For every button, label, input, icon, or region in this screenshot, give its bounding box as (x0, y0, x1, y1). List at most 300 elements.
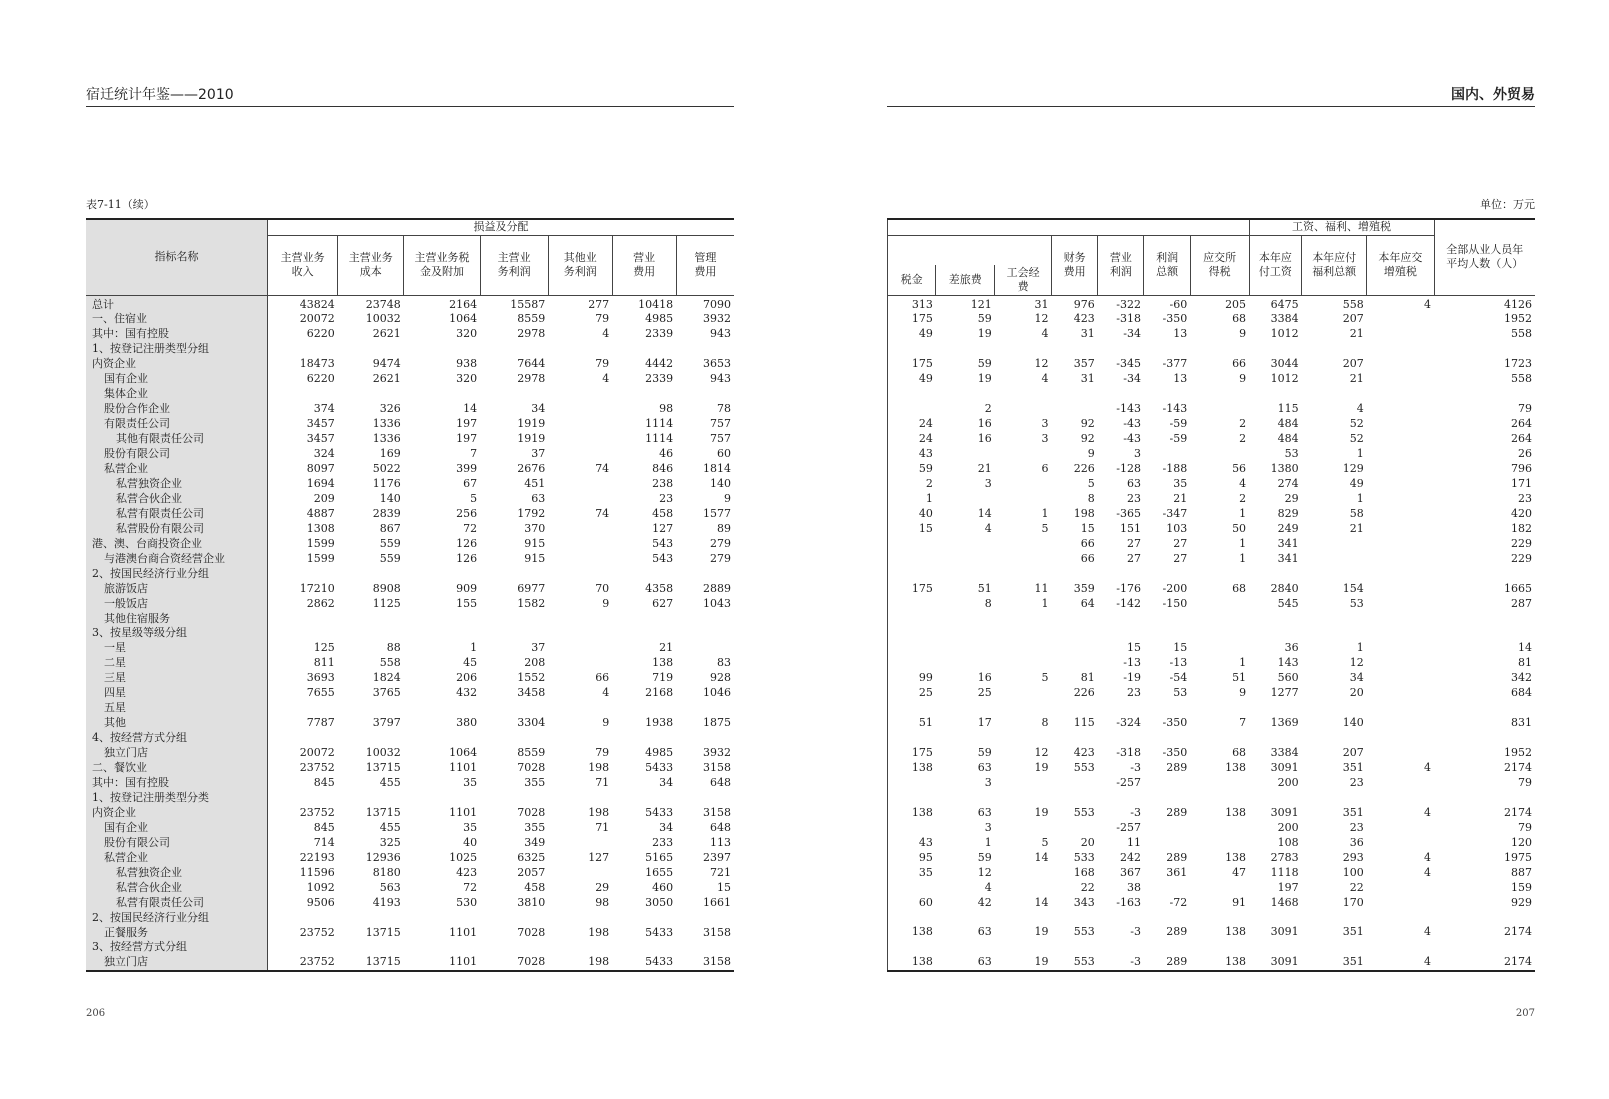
table-row (86, 940, 734, 955)
table-cell: 341 (1277, 551, 1299, 565)
table-cell (612, 731, 676, 746)
table-cell: 2783 (1270, 850, 1299, 864)
table-cell: 66 (1080, 551, 1095, 565)
table-cell: 138 (652, 656, 674, 670)
table-cell: 460 (652, 880, 674, 894)
table-cell: -3 (1130, 925, 1141, 939)
table-cell (995, 567, 1052, 582)
table-cell: 279 (710, 551, 731, 565)
table-row (888, 746, 1536, 761)
table-cell (936, 537, 995, 552)
table-row (86, 492, 734, 507)
table-cell: 2174 (1504, 805, 1532, 819)
right-blank-subgroup-header (888, 235, 1052, 265)
row-label: 三星 (86, 671, 268, 686)
table-cell: 3765 (372, 686, 401, 700)
table-row (888, 776, 1536, 791)
table-cell: 3158 (703, 925, 731, 939)
table-cell: 2862 (306, 596, 335, 610)
table-cell (1190, 387, 1249, 402)
table-cell (1367, 701, 1434, 716)
table-cell: 4442 (645, 357, 674, 371)
table-row (888, 357, 1536, 372)
table-cell (1302, 626, 1367, 641)
table-cell (1367, 312, 1434, 327)
table-cell: 21 (1173, 491, 1188, 505)
table-cell: 423 (1073, 312, 1095, 326)
table-row (888, 327, 1536, 342)
table-cell: 125 (313, 641, 335, 655)
table-cell (1367, 372, 1434, 387)
table-cell: 151 (1119, 521, 1141, 535)
table-cell (888, 821, 936, 836)
table-cell: 1 (1239, 656, 1247, 670)
unit-label: 单位：万元 (1480, 198, 1535, 211)
table-cell: -54 (1169, 671, 1188, 685)
table-cell: 11 (1126, 835, 1141, 849)
table-cell (548, 552, 612, 567)
table-cell: 38 (1126, 880, 1141, 894)
table-cell (995, 537, 1052, 552)
table-cell (404, 701, 480, 716)
table-row (86, 791, 734, 806)
table-cell: 829 (1277, 506, 1299, 520)
table-cell (995, 447, 1052, 462)
table-cell: 29 (595, 880, 610, 894)
table-cell (548, 522, 612, 537)
table-cell: 3091 (1270, 925, 1299, 939)
table-cell (888, 910, 936, 925)
table-row (888, 477, 1536, 492)
table-row (86, 597, 734, 612)
table-cell: 36 (1284, 641, 1299, 655)
table-cell: 274 (1277, 476, 1299, 490)
table-cell: 71 (595, 820, 610, 834)
table-cell: 5433 (645, 761, 674, 775)
row-label: 其中：国有控股 (86, 327, 268, 342)
table-cell: 7090 (703, 297, 731, 311)
row-label: 私营合伙企业 (86, 492, 268, 507)
table-cell: 19 (977, 327, 992, 341)
table-cell (1302, 791, 1367, 806)
table-cell (268, 791, 338, 806)
table-cell (936, 342, 995, 357)
table-cell: 342 (1511, 671, 1532, 685)
table-cell (268, 387, 338, 402)
table-cell (995, 402, 1052, 417)
table-cell: 484 (1277, 432, 1299, 446)
table-row (888, 701, 1536, 716)
table-cell (1434, 731, 1535, 746)
table-cell (888, 731, 936, 746)
row-label: 私营独资企业 (86, 866, 268, 881)
table-cell: 1665 (1504, 581, 1532, 595)
table-cell: 23752 (299, 925, 335, 939)
table-cell: 16 (977, 671, 992, 685)
table-cell (676, 567, 734, 582)
table-cell: 3158 (676, 955, 734, 971)
table-cell: -350 (1162, 312, 1188, 326)
table-cell: 23 (1126, 686, 1141, 700)
table-cell (995, 701, 1052, 716)
table-cell: -322 (1116, 297, 1141, 311)
table-cell (995, 910, 1052, 925)
right-column-header: 财务 费用 (1051, 235, 1097, 295)
table-cell: 63 (977, 760, 992, 774)
table-cell: 867 (379, 521, 401, 535)
table-cell (612, 612, 676, 627)
table-cell: 56 (1232, 461, 1247, 475)
table-cell: 6220 (306, 372, 335, 386)
table-cell (1098, 940, 1144, 955)
left-column-header: 其他业 务利润 (548, 235, 612, 295)
table-cell: 14 (463, 402, 478, 416)
table-row (86, 522, 734, 537)
table-cell: 1952 (1504, 745, 1532, 759)
table-cell: 79 (1518, 820, 1532, 834)
table-row (888, 507, 1536, 522)
table-cell: 3044 (1270, 357, 1299, 371)
table-cell: 3653 (703, 357, 731, 371)
table-cell: 8559 (517, 746, 546, 760)
left-column-header: 营业 费用 (612, 235, 676, 295)
table-cell (936, 656, 995, 671)
table-cell (268, 940, 338, 955)
table-cell: 3458 (517, 686, 546, 700)
table-cell (1302, 731, 1367, 746)
table-cell: 15 (717, 880, 731, 894)
table-cell: 1101 (449, 925, 478, 939)
table-cell: 13715 (365, 805, 401, 819)
table-cell: 9 (1239, 327, 1247, 341)
table-cell: 23 (1349, 775, 1364, 789)
table-cell: 3158 (703, 761, 731, 775)
table-cell: 140 (710, 476, 731, 490)
table-cell: 15 (1080, 521, 1095, 535)
right-column-header: 营业 利润 (1098, 235, 1144, 295)
table-row (86, 641, 734, 656)
table-cell: 1092 (306, 880, 335, 894)
table-cell: 249 (1277, 521, 1299, 535)
table-cell: 757 (710, 432, 731, 446)
table-cell: 51 (1232, 671, 1247, 685)
table-cell: 95 (888, 851, 936, 866)
table-cell: 155 (456, 596, 478, 610)
table-cell: 1599 (306, 551, 335, 565)
table-cell (1302, 537, 1367, 552)
table-cell (888, 597, 936, 612)
table-cell: 229 (1511, 551, 1532, 565)
table-cell (548, 387, 612, 402)
table-cell: 6475 (1270, 297, 1299, 311)
table-cell: 277 (588, 297, 610, 311)
table-row (888, 716, 1536, 731)
table-row (888, 881, 1536, 896)
table-cell (1367, 896, 1434, 911)
table-cell: 18473 (299, 357, 335, 371)
row-label: 其中：国有控股 (86, 776, 268, 791)
table-cell: 1118 (1270, 865, 1299, 879)
table-cell: 23 (1349, 820, 1364, 834)
table-cell (338, 701, 404, 716)
table-cell: 197 (456, 432, 478, 446)
row-label: 2、按国民经济行业分组 (86, 567, 268, 582)
table-cell: 324 (313, 447, 335, 461)
table-row (86, 552, 734, 567)
table-cell (1098, 611, 1144, 626)
table-cell: 1046 (703, 686, 731, 700)
table-row (888, 537, 1536, 552)
table-cell (1144, 791, 1190, 806)
table-cell: 349 (524, 835, 546, 849)
table-cell: 6 (1041, 461, 1049, 475)
table-cell: -345 (1116, 357, 1141, 371)
table-cell: 558 (1511, 372, 1532, 386)
table-cell: -143 (1162, 402, 1188, 416)
table-cell (995, 866, 1052, 881)
table-cell: 27 (1126, 551, 1141, 565)
table-cell: 31 (1080, 327, 1095, 341)
table-cell: 1043 (703, 596, 731, 610)
table-cell: 27 (1126, 536, 1141, 550)
table-cell (1144, 387, 1190, 402)
row-label: 独立门店 (86, 955, 268, 971)
table-cell: 16 (977, 417, 992, 431)
table-cell (1190, 910, 1249, 925)
table-cell: 22 (1080, 880, 1095, 894)
table-row (888, 836, 1536, 851)
table-cell: 25 (977, 686, 992, 700)
table-cell (1302, 387, 1367, 402)
table-row (888, 806, 1536, 821)
table-cell (338, 626, 404, 641)
table-cell: -60 (1169, 297, 1188, 311)
table-cell: 4193 (372, 895, 401, 909)
table-cell (1367, 746, 1434, 761)
table-row (86, 402, 734, 417)
table-cell: 34 (659, 820, 674, 834)
table-cell (1249, 701, 1302, 716)
table-cell (888, 552, 936, 567)
table-cell (1190, 791, 1249, 806)
table-cell: 19 (1034, 760, 1049, 774)
table-cell: 1952 (1504, 312, 1532, 326)
table-cell: 52 (1349, 432, 1364, 446)
table-cell: 63 (977, 805, 992, 819)
table-cell (548, 791, 612, 806)
table-cell: 2168 (645, 686, 674, 700)
table-cell (676, 911, 734, 926)
table-cell: 7028 (517, 805, 546, 819)
row-label: 3、按星级等级分组 (86, 626, 268, 641)
table-cell: 909 (456, 581, 478, 595)
table-row (86, 716, 734, 731)
table-cell: 8097 (306, 461, 335, 475)
row-label: 股份有限公司 (86, 836, 268, 851)
table-cell (1051, 342, 1097, 357)
table-cell (995, 552, 1052, 567)
table-cell (480, 731, 548, 746)
table-cell (612, 626, 676, 641)
table-cell: 648 (710, 776, 731, 789)
table-cell: 1 (1239, 536, 1247, 550)
table-cell: 3693 (306, 671, 335, 685)
row-label: 内资企业 (86, 806, 268, 821)
table-cell (1434, 387, 1535, 402)
table-cell (1190, 701, 1249, 716)
table-cell: 1 (1356, 641, 1364, 655)
table-cell: 2889 (703, 581, 731, 595)
table-cell (1144, 447, 1190, 462)
table-row (888, 582, 1536, 597)
table-cell: 811 (313, 656, 335, 670)
table-cell (676, 342, 734, 357)
table-cell: -34 (1123, 372, 1141, 386)
table-cell (1367, 492, 1434, 507)
table-cell: 23 (1126, 491, 1141, 505)
row-label: 四星 (86, 686, 268, 701)
table-row (888, 597, 1536, 612)
table-cell: 943 (710, 327, 731, 341)
table-row (888, 791, 1536, 806)
row-label: 3、按经营方式分组 (86, 940, 268, 955)
table-cell: 3 (984, 820, 992, 834)
table-row (888, 686, 1536, 701)
table-cell (1367, 432, 1434, 447)
table-cell: 207 (1342, 312, 1364, 326)
table-cell: 21 (659, 641, 674, 655)
table-cell (1367, 552, 1434, 567)
table-cell: 64 (1080, 596, 1095, 610)
table-cell: 4 (602, 686, 610, 700)
table-cell (1367, 731, 1434, 746)
table-cell: 4 (1424, 805, 1432, 819)
table-cell (936, 611, 995, 626)
table-cell (995, 881, 1052, 896)
table-cell: -318 (1116, 312, 1141, 326)
table-cell (1144, 342, 1190, 357)
table-cell: 719 (652, 671, 674, 685)
table-cell (888, 342, 936, 357)
right-column-header: 本年应 付工资 (1249, 235, 1302, 295)
table-cell: 20 (1349, 686, 1364, 700)
table-cell: 10032 (365, 312, 401, 326)
table-cell: 19 (977, 372, 992, 386)
table-cell: 1792 (517, 506, 546, 520)
row-label: 私营企业 (86, 851, 268, 866)
table-cell (1098, 387, 1144, 402)
table-cell (480, 791, 548, 806)
table-cell (1051, 387, 1097, 402)
table-cell: -377 (1162, 357, 1188, 371)
row-label: 1、按登记注册类型分组 (86, 342, 268, 357)
table-cell (1249, 611, 1302, 626)
row-label: 私营股份有限公司 (86, 522, 268, 537)
table-cell: 351 (1342, 760, 1364, 774)
table-cell: 200 (1277, 820, 1299, 834)
table-cell: 3050 (645, 895, 674, 909)
table-cell (548, 612, 612, 627)
table-cell (1051, 731, 1097, 746)
table-cell (548, 940, 612, 955)
table-cell: 845 (313, 776, 335, 789)
table-cell (1367, 686, 1434, 701)
table-row (86, 656, 734, 671)
table-cell: 1919 (517, 417, 546, 431)
table-cell (888, 387, 936, 402)
row-label: 与港澳台商合资经营企业 (86, 552, 268, 567)
table-cell: 264 (1511, 432, 1532, 446)
table-cell (338, 940, 404, 955)
table-cell: 43 (888, 447, 936, 462)
table-cell: 4 (984, 880, 992, 894)
table-cell: 22193 (299, 850, 335, 864)
table-cell (1367, 567, 1434, 582)
table-cell: 138 (1225, 805, 1247, 819)
table-cell: 24 (888, 432, 936, 447)
table-cell: 7 (470, 447, 478, 461)
table-cell: 15 (1173, 641, 1188, 655)
table-cell: 233 (652, 835, 674, 849)
table-cell: 5 (1087, 476, 1095, 490)
row-label: 二、餐饮业 (86, 761, 268, 776)
table-cell: 34 (531, 402, 546, 416)
table-cell: 9 (602, 716, 610, 730)
table-cell: 21 (1349, 372, 1364, 386)
right-column-header: 税金 (888, 265, 936, 295)
table-cell (1144, 776, 1190, 791)
table-cell: 170 (1342, 895, 1364, 909)
table-cell (548, 641, 612, 656)
right-column-header: 本年应交 增殖税 (1367, 235, 1434, 295)
table-cell: 4985 (645, 746, 674, 760)
table-cell: 198 (1073, 506, 1095, 520)
row-label: 其他住宿服务 (86, 612, 268, 627)
table-cell (936, 940, 995, 955)
table-cell: 543 (652, 551, 674, 565)
table-cell (1367, 671, 1434, 686)
table-cell: 10418 (638, 297, 674, 311)
table-cell: 1 (1356, 447, 1364, 460)
row-label: 4、按经营方式分组 (86, 731, 268, 746)
table-cell: 79 (595, 746, 610, 760)
table-row (86, 851, 734, 866)
table-cell: 5165 (645, 850, 674, 864)
table-cell (1367, 611, 1434, 626)
table-cell: 92 (1080, 417, 1095, 431)
table-cell: 3932 (703, 312, 731, 326)
table-cell: 35 (463, 820, 478, 834)
table-row (888, 761, 1536, 776)
table-cell: 43 (888, 836, 936, 851)
table-cell: 3 (1041, 432, 1049, 446)
table-cell: 2621 (372, 372, 401, 386)
table-cell (548, 866, 612, 881)
table-cell: 79 (1518, 402, 1532, 416)
table-cell: 27 (1173, 551, 1188, 565)
table-cell: 79 (595, 312, 610, 326)
table-cell (995, 776, 1052, 791)
table-row (888, 387, 1536, 402)
table-cell (995, 626, 1052, 641)
table-cell: 4 (1239, 476, 1247, 490)
table-row (888, 866, 1536, 881)
table-cell: 113 (710, 835, 731, 849)
table-cell: 35 (1173, 476, 1188, 490)
table-cell: 287 (1511, 596, 1532, 610)
table-cell: 81 (1080, 671, 1095, 685)
row-label: 私营有限责任公司 (86, 896, 268, 911)
